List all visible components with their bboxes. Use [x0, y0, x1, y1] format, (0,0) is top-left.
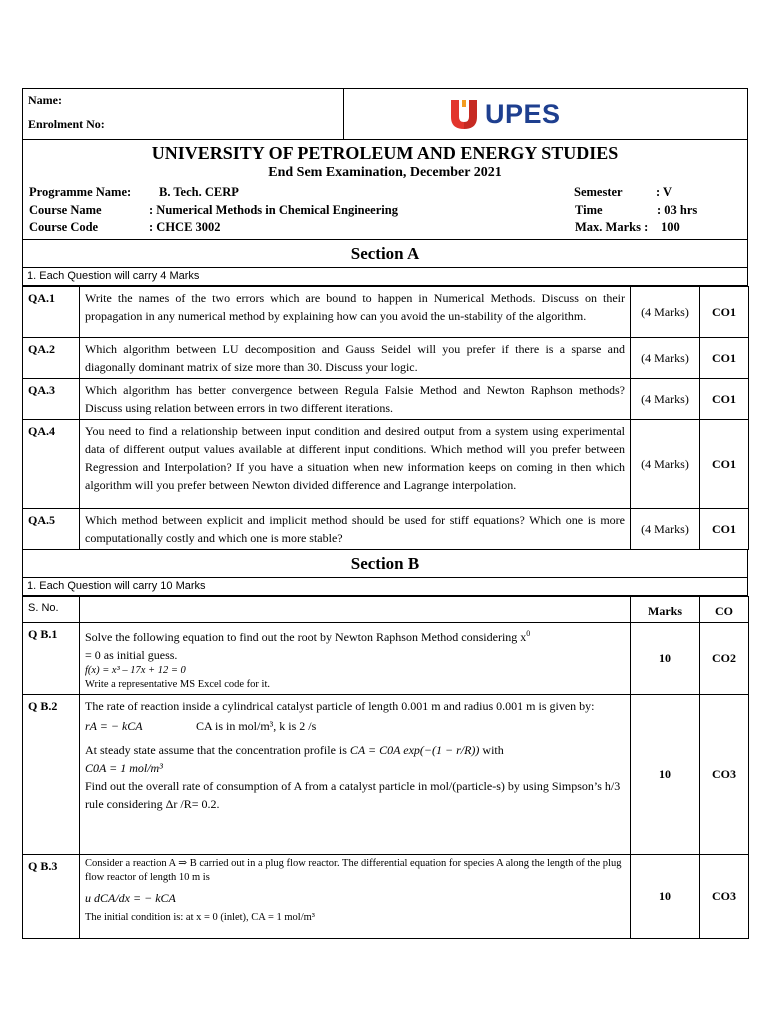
programme-label: Programme Name:: [29, 185, 132, 199]
question-row: [23, 419, 749, 508]
semester-value: : V: [656, 185, 673, 199]
question-text: Write a representative MS Excel code for it.: [85, 678, 271, 690]
question-co: CO1: [700, 286, 749, 337]
question-text: Find out the overall rate of consumption of A from a catalyst particle in mol/(particle-s) by using Simpson’s h/3 rule considering Δr /R= 0.2.: [85, 778, 621, 811]
info-row-programme: [29, 184, 741, 202]
question-row: [23, 337, 749, 378]
rate-equation: rA = − kCA: [85, 718, 143, 733]
question-text: At steady state assume that the concentration profile is: [85, 742, 347, 757]
header-row: [23, 596, 749, 622]
programme-value: B. Tech. CERP: [159, 185, 239, 199]
superscript: 0: [526, 628, 531, 638]
question-marks: 10: [631, 854, 700, 938]
title-block: [22, 140, 748, 240]
info-row-course-code: [29, 219, 741, 237]
question-co: CO3: [700, 854, 749, 938]
ode-equation: u dCA/dx = − kCA: [85, 890, 176, 905]
question-number: Q B.3: [23, 854, 80, 938]
question-row: [23, 508, 749, 549]
max-marks-value: 100: [661, 220, 680, 234]
question-number: Q B.1: [23, 622, 80, 694]
name-label: Name:: [28, 93, 62, 107]
question-text: The rate of reaction inside a cylindrical catalyst particle of length 0.001 m and radius 0.001 m is given by:: [85, 698, 595, 713]
question-body: [80, 854, 631, 938]
question-row: [23, 854, 749, 938]
time-value: : 03 hrs: [657, 202, 698, 217]
question-number: QA.3: [23, 378, 80, 419]
exam-title: End Sem Examination, December 2021: [268, 165, 502, 180]
question-marks: (4 Marks): [631, 419, 700, 508]
question-text: Solve the following equation to find out the root by Newton Raphson Method considering x: [85, 629, 527, 644]
exam-sheet: [22, 88, 748, 939]
question-co: CO3: [700, 694, 749, 854]
question-text: = 0 as initial guess.: [85, 647, 178, 662]
course-name-value: : Numerical Methods in Chemical Engineering: [149, 202, 398, 217]
question-co: CO2: [700, 622, 749, 694]
question-text: Which algorithm between LU decomposition and Gauss Seidel will you prefer if there is a sparse and diagonally dominant matrix of size more than 30. Discuss your logic.: [80, 337, 631, 378]
question-co: CO1: [700, 419, 749, 508]
time-label: Time: [575, 202, 603, 217]
question-number: QA.1: [23, 286, 80, 337]
question-number: Q B.2: [23, 694, 80, 854]
section-a-instruction: 1. Each Question will carry 4 Marks: [22, 268, 748, 286]
question-text: Consider a reaction A ⇒ B carried out in a plug flow reactor. The differential equation for species A along the length of the plug flow reactor of length 10 m is: [85, 857, 622, 883]
section-b-table: [22, 596, 749, 939]
upes-logo: [449, 98, 561, 130]
equation: f(x) = x³ – 17x + 12 = 0: [85, 664, 186, 676]
question-marks: 10: [631, 622, 700, 694]
question-marks: (4 Marks): [631, 286, 700, 337]
question-marks: (4 Marks): [631, 378, 700, 419]
logo-area: [344, 89, 747, 139]
question-text: Which algorithm has better convergence between Regula Falsie Method and Newton Raphson methods? Discuss using relation between errors in two different iterations.: [80, 378, 631, 419]
question-co: CO1: [700, 508, 749, 549]
course-code-label: Course Code: [29, 220, 99, 234]
c0-equation: C0A = 1 mol/m³: [85, 760, 163, 775]
question-row: [23, 378, 749, 419]
section-a-table: [22, 286, 749, 550]
question-body: [80, 622, 631, 694]
question-marks: (4 Marks): [631, 508, 700, 549]
question-marks: (4 Marks): [631, 337, 700, 378]
logo-text: UPES: [485, 98, 561, 129]
question-text: Which method between explicit and implicit method should be used for stiff equations? Which one is more computationally costly and which one is more stable?: [80, 508, 631, 549]
question-row: [23, 694, 749, 854]
co-header: CO: [700, 596, 749, 622]
section-b-instruction: 1. Each Question will carry 10 Marks: [22, 578, 748, 596]
question-text: You need to find a relationship between input condition and desired output from a system using experimental data of different output values available at different input conditions. Which method will you prefer between Regression and Interpolation? If you have a situation when new information keeps on coming in then which algorithm will you prefer between Newton divided difference and Lagrange interpolation.: [80, 419, 631, 508]
question-row: [23, 286, 749, 337]
sno-header: S. No.: [23, 596, 80, 622]
section-a-title: Section A: [22, 240, 748, 268]
marks-header: Marks: [631, 596, 700, 622]
university-name: UNIVERSITY OF PETROLEUM AND ENERGY STUDIES: [151, 143, 619, 163]
blank-header: [80, 596, 631, 622]
question-number: QA.2: [23, 337, 80, 378]
enrolment-label: Enrolment No:: [28, 117, 105, 131]
upes-u-icon: [449, 98, 479, 130]
info-row-course-name: [29, 202, 741, 220]
semester-label: Semester: [574, 185, 623, 199]
max-marks-label: Max. Marks :: [575, 220, 649, 234]
question-text: Write the names of the two errors which are bound to happen in Numerical Methods. Discuss on their propagation in any numerical method by explaining how can you avoid the un-stability of the algorithm.: [80, 286, 631, 337]
header: [22, 88, 748, 140]
question-text: The initial condition is: at x = 0 (inlet), CA = 1 mol/m³: [85, 911, 315, 923]
student-details: [23, 89, 344, 139]
profile-equation: CA = C0A exp(−(1 − r/R)): [349, 742, 480, 757]
question-marks: 10: [631, 694, 700, 854]
units-text: CA is in mol/m³, k is 2 /s: [196, 718, 317, 733]
course-name-label: Course Name: [29, 202, 102, 217]
question-co: CO1: [700, 337, 749, 378]
question-number: QA.5: [23, 508, 80, 549]
with-text: with: [482, 742, 504, 757]
question-number: QA.4: [23, 419, 80, 508]
question-body: [80, 694, 631, 854]
course-code-value: : CHCE 3002: [149, 220, 221, 234]
question-co: CO1: [700, 378, 749, 419]
section-b-title: Section B: [22, 550, 748, 578]
question-row: [23, 622, 749, 694]
